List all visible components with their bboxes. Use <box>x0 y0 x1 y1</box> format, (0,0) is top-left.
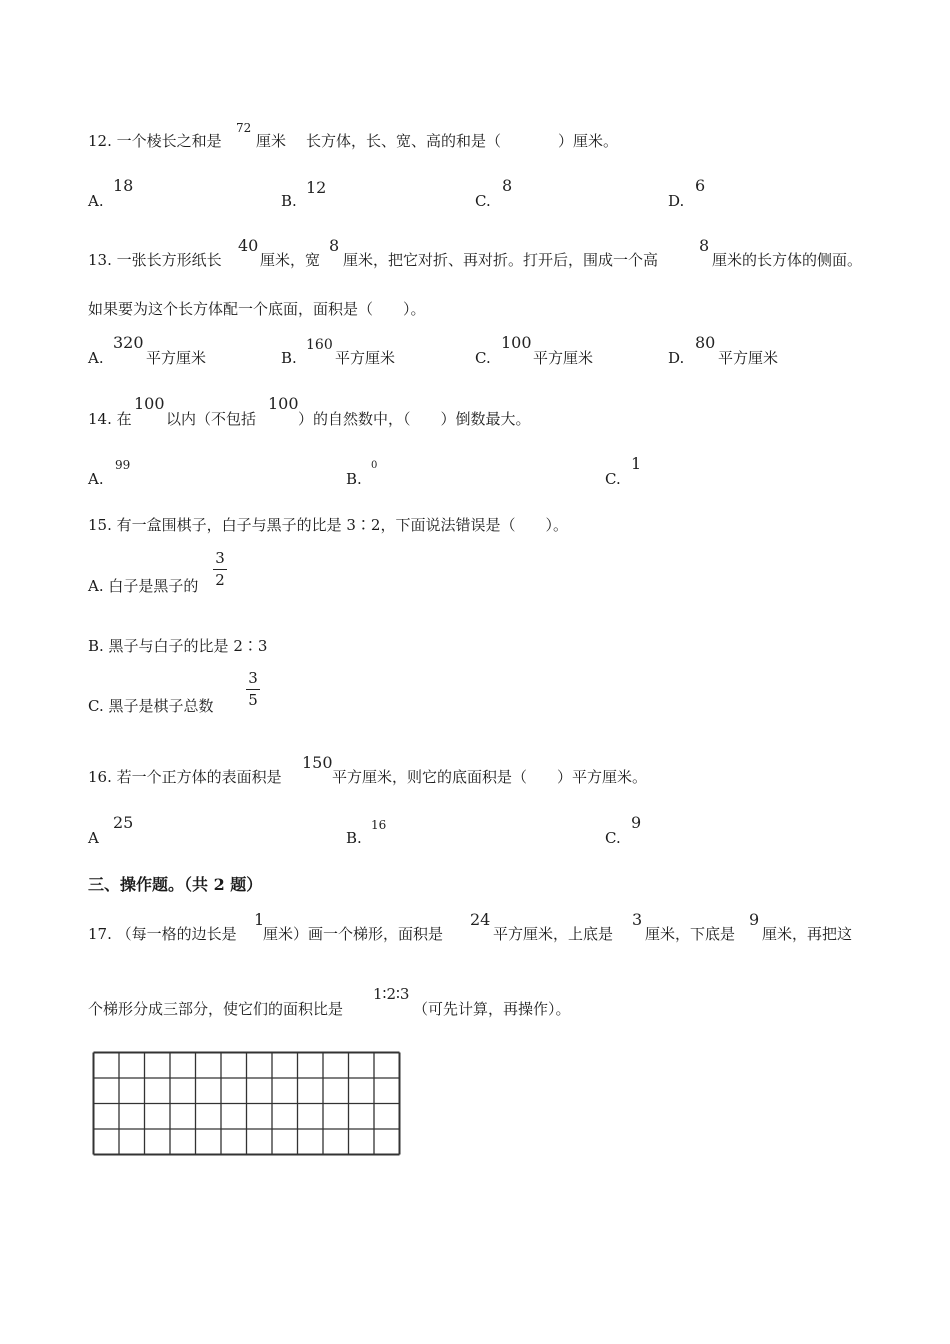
q12-option-b-value: 12 <box>306 178 327 197</box>
q17-text-3: 厘米，下底是 <box>645 925 736 943</box>
q13-option-c-value: 100 <box>501 333 532 352</box>
q13-option-b-unit: 平方厘米 <box>335 349 396 367</box>
q14-option-a-value: 99 <box>115 458 131 472</box>
q15-option-c-numerator: 3 <box>248 669 258 687</box>
q13-option-d-unit: 平方厘米 <box>718 349 779 367</box>
q13-prefix: 13. 一张长方形纸长 <box>88 251 222 269</box>
q12-prefix: 12. 一个棱长之和是 <box>88 132 222 150</box>
q17-text-4: 厘米，再把这 <box>762 925 853 943</box>
q15-option-b: B. 黑子与白子的比是 2∶3 <box>88 637 268 655</box>
q17-text-1: 厘米）画一个梯形，面积是 <box>263 925 444 943</box>
q12-option-d-value: 6 <box>695 176 706 195</box>
q13-option-a-unit: 平方厘米 <box>146 349 207 367</box>
q16-option-b-value: 16 <box>371 818 387 832</box>
q13-text-2: 厘米，把它对折、再对折。打开后，围成一个高 <box>343 251 659 269</box>
q16-option-a-value: 25 <box>113 813 134 832</box>
q16-option-c-value: 9 <box>631 813 642 832</box>
q12-option-a-label: A. <box>88 192 104 210</box>
q15-option-a-numerator: 3 <box>215 549 225 567</box>
q12-paren-close: ）厘米。 <box>558 132 619 150</box>
q12-option-d-label: D. <box>668 192 685 210</box>
q15-option-c: C. 黑子是棋子总数 <box>88 697 214 715</box>
q14-option-a-label: A. <box>88 470 104 488</box>
q13-line-2: 如果要为这个长方体配一个底面，面积是（ ）。 <box>88 300 426 318</box>
q16-area: 150 <box>302 753 333 772</box>
q14-prefix: 14. 在 <box>88 410 132 428</box>
q16-option-a-label: A <box>88 829 99 847</box>
q15-option-c-fraction <box>246 670 260 709</box>
q13-text-3: 厘米的长方体的侧面。 <box>712 251 863 269</box>
q14-text-2: ）的自然数中，（ ）倒数最大。 <box>298 410 531 428</box>
q13-option-a-label: A. <box>88 349 104 367</box>
q12-option-b-label: B. <box>281 192 297 210</box>
q17-top-base: 3 <box>632 910 643 929</box>
q14-option-b-label: B. <box>346 470 362 488</box>
q17-line-2: 个梯形分成三部分，使它们的面积比是 <box>88 1000 344 1018</box>
q14-number-2: 100 <box>268 394 299 413</box>
q13-option-c-label: C. <box>475 349 491 367</box>
q15-option-a-fraction <box>213 550 227 589</box>
q17-bottom-base: 9 <box>749 910 760 929</box>
q12-option-a-value: 18 <box>113 176 134 195</box>
q16-text: 平方厘米，则它的底面积是（ ）平方厘米。 <box>332 768 648 786</box>
q14-option-b-value: 0 <box>371 460 378 471</box>
q13-option-c-unit: 平方厘米 <box>533 349 594 367</box>
q17-prefix: 17. （每一格的边长是 <box>88 925 237 943</box>
q14-option-c-label: C. <box>605 470 621 488</box>
section-heading: 三、操作题。（共 2 题） <box>88 875 263 894</box>
drawing-grid[interactable] <box>92 1051 404 1159</box>
q17-text-2: 平方厘米，上底是 <box>493 925 614 943</box>
q12-number: 72 <box>236 121 252 135</box>
q13-text-1: 厘米，宽 <box>260 251 321 269</box>
q14-text-1: 以内（不包括 <box>166 410 257 428</box>
q12-text: 长方体，长、宽、高的和是（ <box>306 132 502 150</box>
q13-length: 40 <box>238 236 259 255</box>
q15-option-c-denominator: 5 <box>248 691 258 709</box>
q12-option-c-value: 8 <box>502 176 513 195</box>
q17-ratio: 1∶2∶3 <box>373 985 410 1003</box>
q12-unit: 厘米 <box>256 132 287 150</box>
q13-option-a-value: 320 <box>113 333 144 352</box>
q16-prefix: 16. 若一个正方体的表面积是 <box>88 768 282 786</box>
q16-option-b-label: B. <box>346 829 362 847</box>
q13-option-b-value: 160 <box>306 337 333 353</box>
q16-option-c-label: C. <box>605 829 621 847</box>
q15-option-a: A. 白子是黑子的 <box>88 577 199 595</box>
q17-cell-length: 1 <box>254 910 265 929</box>
q15-text: 15. 有一盒围棋子，白子与黑子的比是 3∶2，下面说法错误是（ ）。 <box>88 516 568 534</box>
q14-number-1: 100 <box>134 394 165 413</box>
q13-option-d-label: D. <box>668 349 685 367</box>
q15-option-a-denominator: 2 <box>215 571 225 589</box>
q12-option-c-label: C. <box>475 192 491 210</box>
q13-width: 8 <box>329 236 340 255</box>
q17-line-2-suffix: （可先计算，再操作）。 <box>413 1000 571 1018</box>
q14-option-c-value: 1 <box>631 454 642 473</box>
q13-option-d-value: 80 <box>695 333 716 352</box>
q13-height: 8 <box>699 236 710 255</box>
q17-area: 24 <box>470 910 491 929</box>
q13-option-b-label: B. <box>281 349 297 367</box>
